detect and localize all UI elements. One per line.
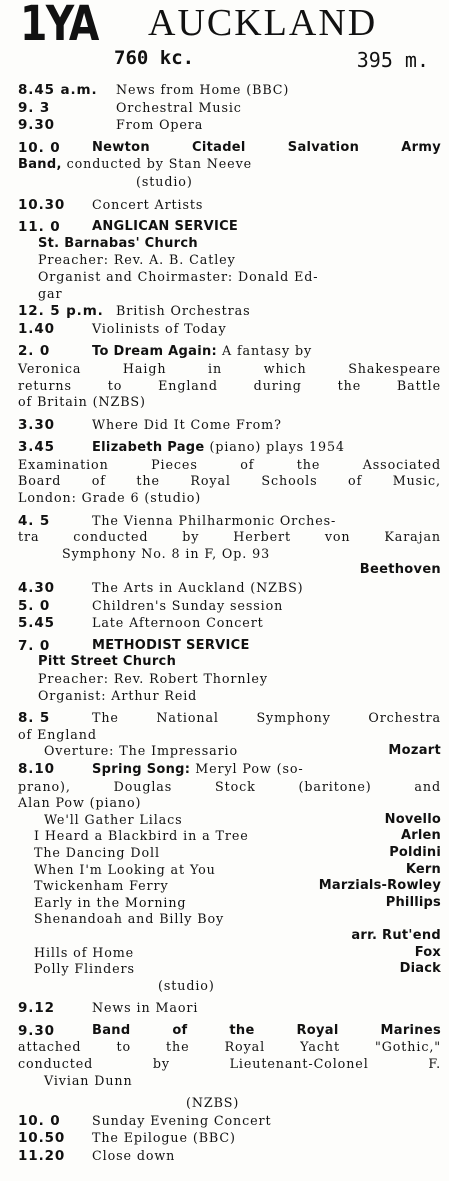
song-item: [18, 828, 441, 845]
programme-entry: [18, 439, 441, 506]
entry-text: (piano) plays 1954: [204, 439, 345, 455]
song-composer: Phillips: [385, 894, 441, 910]
programme-entry: [18, 343, 441, 410]
song-item: [18, 911, 441, 928]
entry-text: Overture: The Impressario: [44, 743, 239, 759]
entry-text: Orchestral Music: [116, 99, 242, 115]
song-title: We'll Gather Lilacs: [44, 811, 183, 827]
programme-entry: [18, 580, 441, 597]
song-composer: Diack: [399, 961, 441, 977]
programme-entry: [18, 321, 441, 338]
entry-time: 3.30: [18, 416, 55, 433]
programme-entry: [18, 598, 441, 615]
song-title: Hills of Home: [34, 944, 135, 960]
entry-time: 1.40: [18, 320, 55, 337]
entry-text: (studio): [158, 977, 215, 993]
entry-time: 5.45: [18, 615, 55, 632]
programme-entry: [18, 100, 441, 117]
entry-text: The Epilogue (BBC): [92, 1130, 236, 1146]
song-composer: Novello: [384, 811, 441, 827]
entry-text: Preacher: Rev. Robert Thornley: [38, 671, 268, 686]
entry-text: London: Grade 6 (studio): [18, 490, 202, 506]
entry-text: Children's Sunday session: [92, 597, 284, 613]
entry-text: Meryl Pow (so-: [190, 760, 304, 776]
programme-entry: [18, 1130, 441, 1147]
entry-time: 3.45: [18, 439, 55, 456]
song-item: [18, 812, 441, 829]
entry-text: News in Maori: [92, 1000, 199, 1016]
entry-text: Alan Pow (piano): [18, 795, 142, 811]
programme-entry: [18, 761, 441, 994]
entry-text: Vivian Dunn: [44, 1072, 133, 1088]
entry-time: 9.30: [18, 1022, 55, 1039]
entry-text: (studio): [136, 173, 193, 189]
entry-text: The National Symphony Orchestra: [92, 710, 441, 726]
station-frequency: 760 kc.: [114, 47, 195, 69]
entry-text: conducted by Stan Neeve: [61, 156, 253, 172]
entry-subtitle: St. Barnabas' Church: [38, 235, 198, 251]
entry-time: 4.30: [18, 580, 55, 597]
entry-title-cont: Band,: [18, 157, 62, 173]
entry-text: of England: [18, 726, 97, 742]
entry-time: 4. 5: [18, 512, 51, 529]
entry-text: British Orchestras: [116, 303, 251, 319]
entry-time: 5. 0: [18, 597, 51, 614]
entry-title: Spring Song:: [92, 761, 191, 777]
entry-text: tra conducted by Herbert von Karajan: [18, 529, 441, 545]
entry-text: of Britain (NZBS): [18, 394, 146, 410]
entry-text: Close down: [92, 1148, 176, 1164]
song-item: [18, 862, 441, 879]
song-item: [18, 845, 441, 862]
programme-entry: [18, 710, 441, 760]
song-composer: Kern: [405, 861, 441, 877]
programme-entry: [18, 417, 441, 434]
entry-time: 8. 5: [18, 710, 51, 727]
station-wavelength: 395 m.: [356, 48, 429, 72]
entry-time: 8.45 a.m.: [18, 82, 98, 98]
song-title: The Dancing Doll: [34, 844, 160, 860]
entry-time: 12. 5 p.m.: [18, 303, 104, 320]
entry-time: 9. 3: [18, 99, 51, 116]
entry-time: 2. 0: [18, 343, 51, 360]
song-composer: Marzials-Rowley: [318, 878, 441, 894]
programme-entry: [18, 1023, 441, 1112]
entry-time: 9.12: [18, 1000, 55, 1017]
song-title: Shenandoah and Billy Boy: [34, 911, 225, 927]
entry-text: (NZBS): [186, 1095, 240, 1111]
entry-text: Symphony No. 8 in F, Op. 93: [62, 545, 271, 561]
station-header: [18, 2, 441, 82]
song-title: When I'm Looking at You: [34, 861, 216, 877]
entry-text: From Opera: [116, 117, 204, 133]
entry-text: Organist: Arthur Reid: [38, 687, 198, 703]
entry-time: 10. 0: [18, 1112, 61, 1129]
entry-title: To Dream Again:: [92, 344, 218, 360]
entry-title: Newton Citadel Salvation Army: [92, 139, 441, 155]
programme-entry: [18, 1000, 441, 1017]
entry-time: 7. 0: [18, 637, 51, 654]
entry-text: Sunday Evening Concert: [92, 1112, 272, 1128]
entry-text: Where Did It Come From?: [92, 416, 282, 432]
programme-entry: [18, 219, 441, 302]
entry-time: 11. 0: [18, 219, 61, 236]
programme-entry: [18, 638, 441, 704]
entry-composer: Mozart: [388, 743, 441, 759]
programme-list: [18, 82, 441, 1165]
entry-text: Late Afternoon Concert: [92, 615, 264, 631]
song-item: [18, 895, 441, 912]
programme-entry: [18, 303, 441, 320]
programme-entry: [18, 615, 441, 632]
entry-text: returns to England during the Battle: [18, 377, 441, 393]
entry-text: Veronica Haigh in which Shakespeare: [18, 360, 441, 376]
entry-text: Examination Pieces of the Associated: [18, 456, 441, 472]
programme-entry: [18, 117, 441, 134]
entry-text: A fantasy by: [217, 343, 313, 359]
song-item: [18, 961, 441, 978]
entry-text: Preacher: Rev. A. B. Catley: [38, 252, 236, 268]
entry-text: Organist and Choirmaster: Donald Ed-: [38, 268, 319, 284]
entry-time: 10.30: [18, 196, 66, 213]
entry-title: Band of the Royal Marines: [92, 1022, 441, 1038]
entry-time: 9.30: [18, 117, 55, 134]
programme-entry: [18, 197, 441, 214]
programme-entry: [18, 140, 441, 191]
entry-title: ANGLICAN SERVICE: [92, 219, 239, 235]
programme-entry: [18, 1148, 441, 1165]
entry-text: conducted by Lieutenant-Colonel F.: [18, 1056, 441, 1072]
station-city: AUCKLAND: [148, 2, 378, 44]
programme-entry: [18, 513, 441, 579]
song-item: [18, 945, 441, 962]
programme-entry: [18, 82, 441, 99]
song-composer: Arlen: [401, 828, 441, 844]
song-title: Twickenham Ferry: [34, 878, 169, 894]
song-title: I Heard a Blackbird in a Tree: [34, 828, 249, 844]
programme-entry: [18, 1113, 441, 1130]
entry-time: 10. 0: [18, 139, 61, 156]
song-item: [18, 878, 441, 895]
entry-time: 8.10: [18, 760, 55, 777]
entry-time: 11.20: [18, 1148, 66, 1165]
entry-composer: Beethoven: [359, 562, 441, 578]
entry-time: 10.50: [18, 1130, 66, 1147]
entry-text: The Vienna Philharmonic Orches-: [92, 512, 337, 528]
entry-subtitle: Pitt Street Church: [38, 654, 177, 670]
entry-title: METHODIST SERVICE: [92, 637, 250, 653]
station-callsign: 1YA: [20, 0, 98, 52]
entry-text: gar: [38, 285, 63, 301]
song-title: Polly Flinders: [34, 961, 135, 977]
song-list: [18, 812, 441, 995]
entry-title: Elizabeth Page: [92, 440, 205, 456]
song-composer: Fox: [414, 944, 441, 960]
entry-text: Violinists of Today: [92, 320, 227, 336]
entry-text: News from Home (BBC): [116, 82, 290, 97]
entry-text: prano), Douglas Stock (baritone) and: [18, 778, 441, 794]
song-composer: Poldini: [389, 844, 441, 860]
arranger: arr. Rut'end: [351, 927, 441, 943]
entry-text: attached to the Royal Yacht "Gothic,": [18, 1039, 441, 1055]
song-title: Early in the Morning: [34, 894, 187, 910]
entry-text: The Arts in Auckland (NZBS): [92, 580, 304, 596]
entry-text: Board of the Royal Schools of Music,: [18, 473, 441, 489]
entry-text: Concert Artists: [92, 196, 204, 212]
